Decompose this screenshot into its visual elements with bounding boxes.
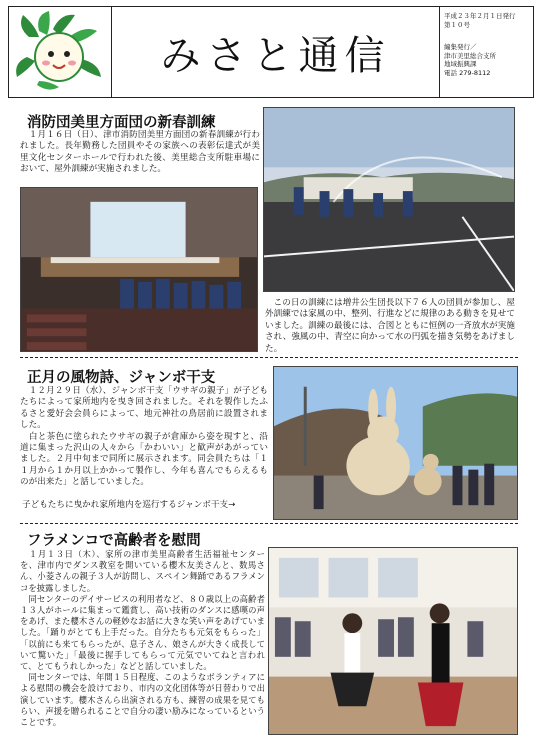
mascot-logo xyxy=(8,6,112,98)
divider-2 xyxy=(20,523,518,524)
publisher-phone: 電話 279-8112 xyxy=(444,68,491,77)
section1-title: 消防団美里方面団の新春訓練 xyxy=(27,114,216,131)
publisher-office: 津市美里総合支所 xyxy=(444,51,496,60)
publication-info xyxy=(440,6,534,98)
fire-ceremony-photo xyxy=(20,187,258,352)
newsletter-title-box xyxy=(112,6,440,98)
section1-body: １月１６日（日）、津市消防団美里方面団の新春訓練が行われました。長年勤務した団員やその家族への表彰伝達式が美里文化センターホールで行われた後、美里総合支所駐車場において、屋外訓練が実施されました。 xyxy=(20,130,260,175)
publisher-label: 編集発行／ xyxy=(444,43,477,51)
issue-number: 第１０号 xyxy=(444,20,470,29)
divider-1 xyxy=(20,357,518,358)
jumbo-rabbit-photo xyxy=(273,366,518,520)
mascot-logo-icon xyxy=(9,7,111,97)
section3-title: フラメンコで高齢者を慰問 xyxy=(27,532,201,549)
section2-caption: 子どもたちに曳かれ家所地内を巡行するジャンボ干支→ xyxy=(22,500,236,510)
info-spacer xyxy=(444,29,533,43)
section1-caption: この日の訓練には増井公生団長以下７６人の団員が参加し、屋外訓練では家風の中、整列、行進などに規律のある動きを見せていました。訓練の最後には、合図とともに恒例の一斉放水が実施され、強風の中、青空に向かって水の円弧を描き気勢をあげました。 xyxy=(265,298,515,354)
issue-date: 平成２３年２月１日発行 xyxy=(444,12,516,20)
section2-title: 正月の風物詩、ジャンボ干支 xyxy=(27,369,216,386)
flamenco-photo xyxy=(268,547,518,735)
newsletter-title: みさと通信 xyxy=(160,32,391,79)
section3-body: １月１３日（木）、家所の津市美里高齢者生活福祉センターを、津市内でダンス教室を開いている櫻木友美さんと、数馬さん、小菱さんの親子３人が訪問し、スペイン舞踊であるフラメンコを披露しました。 同センターのデイサービスの利用者など、８０歳以上の高齢者１３人がホールに集まって鑑賞し、高い技術のダンスに感嘆の声をあげ、また櫻木さんの軽妙なお話に大きな笑い声をあげていました。「踊りがとても上手だった。自分たちも元気をもらった」「以前にも来てもらったが、息子さん、娘さんが大きく成長していて驚いた」「最後に握手してもらって元気でいてねと言われて、とてもうれしかった」などと話していました。 同センターでは、年間１５日程度、このようなボランティアによる慰問の機会を設けており、市内の文化団体等が日替わりで出演しています。櫻木さんら出演される方も、練習の成果を見てもらい、声援を贈られることで自分の凄い励みになっているということです。 xyxy=(20,549,265,728)
fire-drill-photo xyxy=(263,107,515,292)
publisher-division: 地域振興課 xyxy=(444,60,477,68)
section2-body: １２月２９日（水）、ジャンボ干支「ウサギの親子」が子どもたちによって家所地内を曳き回されました。それを製作したふるさと愛好会会員らによって、地元神社の鳥居前に設置されました。 白と茶色に塗られたウサギの親子が倉庫から姿を現すと、沿道に集まった沢山の人々から「かわいい」と歓声があがっていました。２月中旬まで同所に展示されます。同会員たちは「１１月から１か月以上かかって製作し、今年も喜んでもらえるものが出来た」と話していました。 xyxy=(20,386,268,488)
